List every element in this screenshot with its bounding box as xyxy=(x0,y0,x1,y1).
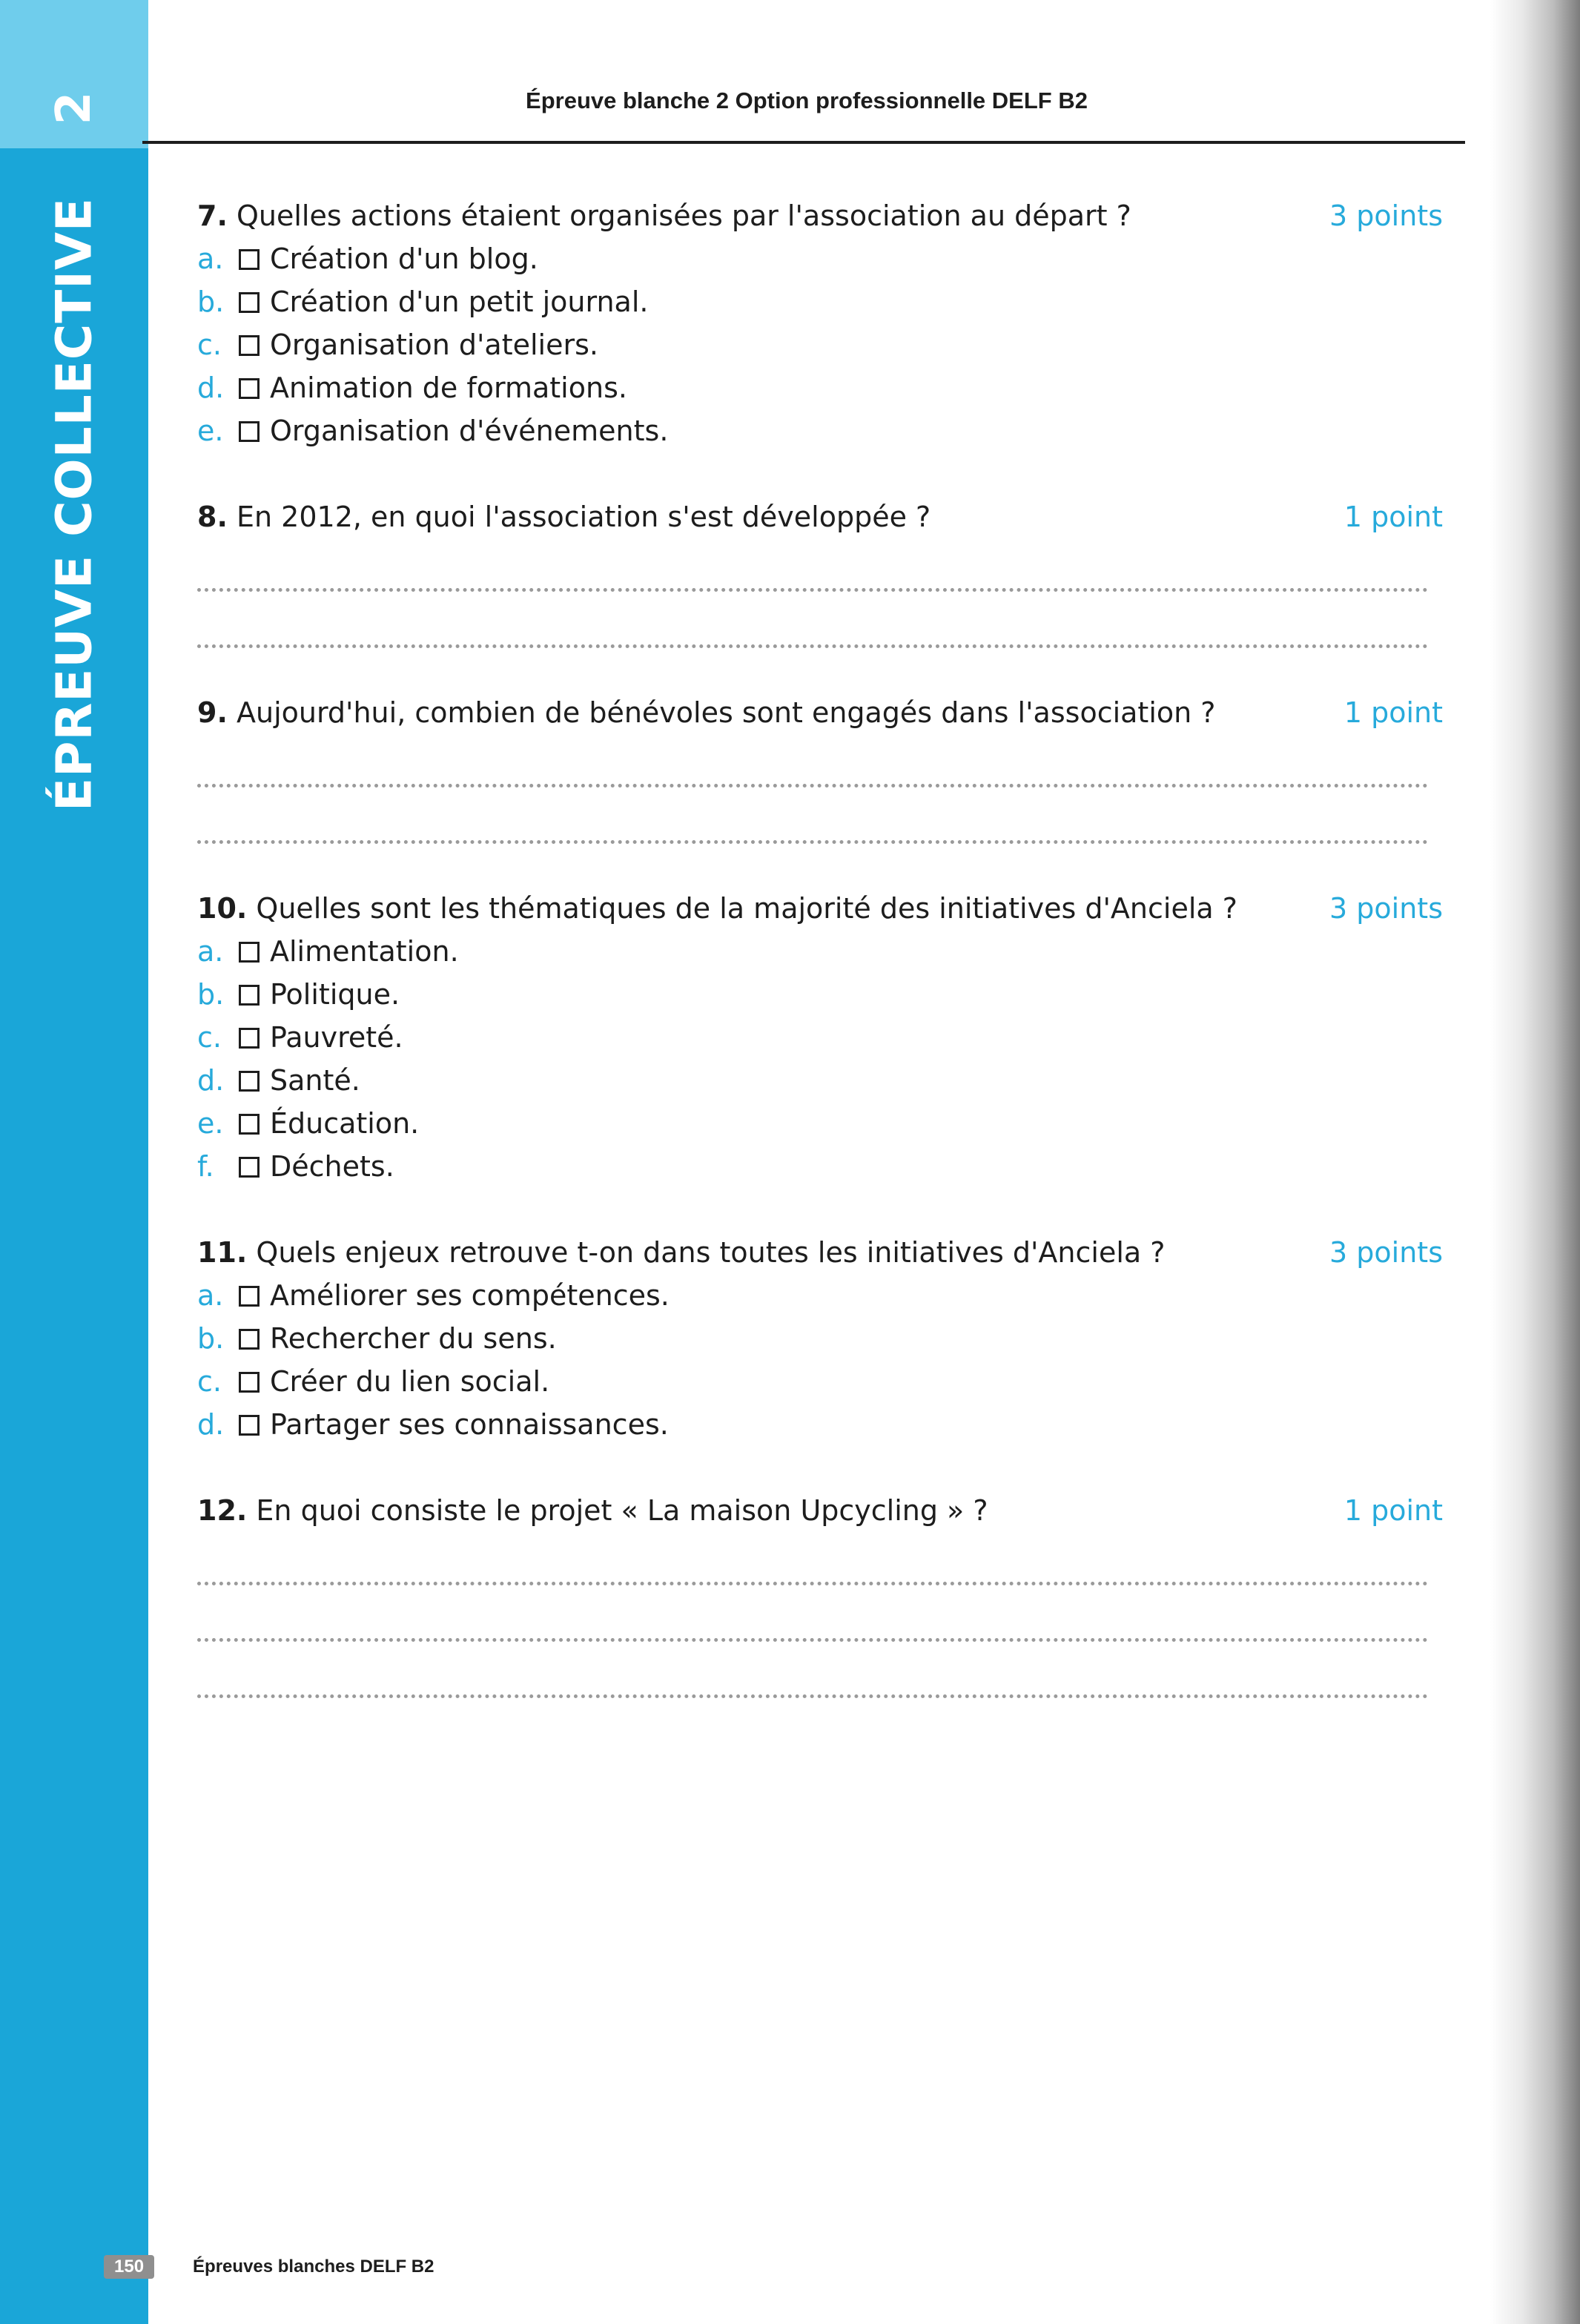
question-heading xyxy=(197,887,1443,930)
option-text: Alimentation. xyxy=(270,935,459,968)
answer-line[interactable] xyxy=(197,535,1428,592)
answer-line[interactable] xyxy=(197,592,1428,648)
question-prompt xyxy=(197,887,1237,930)
option-letter: b. xyxy=(197,285,225,318)
option-checkbox[interactable] xyxy=(239,1415,260,1436)
answer-option xyxy=(197,409,1443,452)
answer-option xyxy=(197,1016,1443,1059)
option-letter: c. xyxy=(197,1021,222,1054)
option-checkbox[interactable] xyxy=(239,1071,260,1092)
question-text: Quels enjeux retrouve t-on dans toutes les initiatives d'Anciela ? xyxy=(256,1236,1166,1269)
option-text: Éducation. xyxy=(270,1107,420,1140)
question-number: 8. xyxy=(197,501,228,533)
sidebar-section-title: ÉPREUVE COLLECTIVE xyxy=(45,197,103,812)
question-prompt xyxy=(197,691,1215,734)
page-edge-shadow xyxy=(1490,0,1580,2324)
answer-option xyxy=(197,237,1443,280)
sidebar-section-number: 2 xyxy=(47,91,102,125)
answer-line[interactable] xyxy=(197,731,1428,788)
option-text: Politique. xyxy=(270,978,400,1011)
question-points: 1 point xyxy=(1343,501,1443,533)
header-divider xyxy=(142,141,1465,144)
question-heading xyxy=(197,1231,1443,1274)
question-text: Quelles actions étaient organisées par l'association au départ ? xyxy=(236,199,1131,232)
option-checkbox[interactable] xyxy=(239,942,260,963)
question-number: 9. xyxy=(197,696,228,729)
page-header-title: Épreuve blanche 2 Option professionnelle DELF B2 xyxy=(526,88,1088,113)
option-checkbox[interactable] xyxy=(239,1329,260,1350)
option-letter: c. xyxy=(197,1365,222,1398)
question-text: Quelles sont les thématiques de la majorité des initiatives d'Anciela ? xyxy=(256,892,1237,925)
option-letter: d. xyxy=(197,1408,225,1441)
answer-option xyxy=(197,1102,1443,1145)
question-number: 7. xyxy=(197,199,228,232)
answer-area xyxy=(197,1529,1443,1698)
question-heading xyxy=(197,194,1443,237)
option-checkbox[interactable] xyxy=(239,1372,260,1393)
option-text: Organisation d'ateliers. xyxy=(270,329,598,361)
option-text: Créer du lien social. xyxy=(270,1365,550,1398)
page-number-badge: 150 xyxy=(104,2255,154,2279)
question-points: 3 points xyxy=(1329,199,1443,232)
option-text: Organisation d'événements. xyxy=(270,415,669,447)
section-sidebar xyxy=(0,0,148,2324)
answer-option xyxy=(197,930,1443,973)
option-letter: f. xyxy=(197,1150,214,1183)
option-checkbox[interactable] xyxy=(239,335,260,356)
answer-line[interactable] xyxy=(197,1642,1428,1698)
question-block xyxy=(197,495,1443,648)
question-block xyxy=(197,194,1443,452)
option-checkbox[interactable] xyxy=(239,249,260,270)
option-checkbox[interactable] xyxy=(239,1028,260,1049)
option-letter: e. xyxy=(197,1107,224,1140)
answer-option xyxy=(197,1274,1443,1317)
option-checkbox[interactable] xyxy=(239,1114,260,1135)
sidebar-number-tab xyxy=(0,0,148,148)
question-heading xyxy=(197,1489,1443,1532)
question-text: Aujourd'hui, combien de bénévoles sont engagés dans l'association ? xyxy=(236,696,1216,729)
question-points: 3 points xyxy=(1329,1236,1443,1269)
option-text: Déchets. xyxy=(270,1150,394,1183)
option-checkbox[interactable] xyxy=(239,1286,260,1307)
answer-option xyxy=(197,1059,1443,1102)
option-text: Santé. xyxy=(270,1064,360,1097)
option-letter: e. xyxy=(197,415,224,447)
answer-option xyxy=(197,1145,1443,1188)
answer-line[interactable] xyxy=(197,1529,1428,1585)
answer-option xyxy=(197,323,1443,366)
option-checkbox[interactable] xyxy=(239,1157,260,1178)
option-text: Animation de formations. xyxy=(270,372,627,404)
option-letter: d. xyxy=(197,1064,225,1097)
page-footer xyxy=(104,2254,434,2280)
option-checkbox[interactable] xyxy=(239,378,260,399)
answer-area xyxy=(197,731,1443,844)
question-prompt xyxy=(197,1231,1165,1274)
option-letter: a. xyxy=(197,935,224,968)
answer-option xyxy=(197,1317,1443,1360)
question-points: 1 point xyxy=(1343,1494,1443,1527)
question-number: 11. xyxy=(197,1236,248,1269)
answer-option xyxy=(197,280,1443,323)
question-block xyxy=(197,1231,1443,1446)
question-number: 12. xyxy=(197,1494,248,1527)
option-text: Partager ses connaissances. xyxy=(270,1408,669,1441)
question-heading xyxy=(197,691,1443,734)
option-text: Rechercher du sens. xyxy=(270,1322,557,1355)
option-text: Améliorer ses compétences. xyxy=(270,1279,670,1312)
question-prompt xyxy=(197,194,1131,237)
option-letter: a. xyxy=(197,242,224,275)
questions-list xyxy=(197,194,1443,1741)
question-block xyxy=(197,1489,1443,1698)
option-checkbox[interactable] xyxy=(239,421,260,442)
option-text: Pauvreté. xyxy=(270,1021,403,1054)
option-checkbox[interactable] xyxy=(239,985,260,1006)
answer-option xyxy=(197,1360,1443,1403)
question-prompt xyxy=(197,1489,988,1532)
question-block xyxy=(197,887,1443,1188)
answer-option xyxy=(197,973,1443,1016)
question-prompt xyxy=(197,495,931,538)
option-letter: d. xyxy=(197,372,225,404)
option-letter: b. xyxy=(197,1322,225,1355)
question-heading xyxy=(197,495,1443,538)
option-text: Création d'un blog. xyxy=(270,242,538,275)
question-block xyxy=(197,691,1443,844)
footer-book-title: Épreuves blanches DELF B2 xyxy=(193,2257,434,2277)
option-checkbox[interactable] xyxy=(239,292,260,313)
question-points: 3 points xyxy=(1329,892,1443,925)
option-letter: a. xyxy=(197,1279,224,1312)
answer-area xyxy=(197,535,1443,648)
question-number: 10. xyxy=(197,892,248,925)
question-text: En quoi consiste le projet « La maison Upcycling » ? xyxy=(256,1494,988,1527)
option-letter: c. xyxy=(197,329,222,361)
answer-option xyxy=(197,1403,1443,1446)
answer-option xyxy=(197,366,1443,409)
question-points: 1 point xyxy=(1343,696,1443,729)
question-text: En 2012, en quoi l'association s'est développée ? xyxy=(236,501,931,533)
answer-line[interactable] xyxy=(197,788,1428,844)
option-text: Création d'un petit journal. xyxy=(270,285,649,318)
option-letter: b. xyxy=(197,978,225,1011)
answer-line[interactable] xyxy=(197,1585,1428,1642)
